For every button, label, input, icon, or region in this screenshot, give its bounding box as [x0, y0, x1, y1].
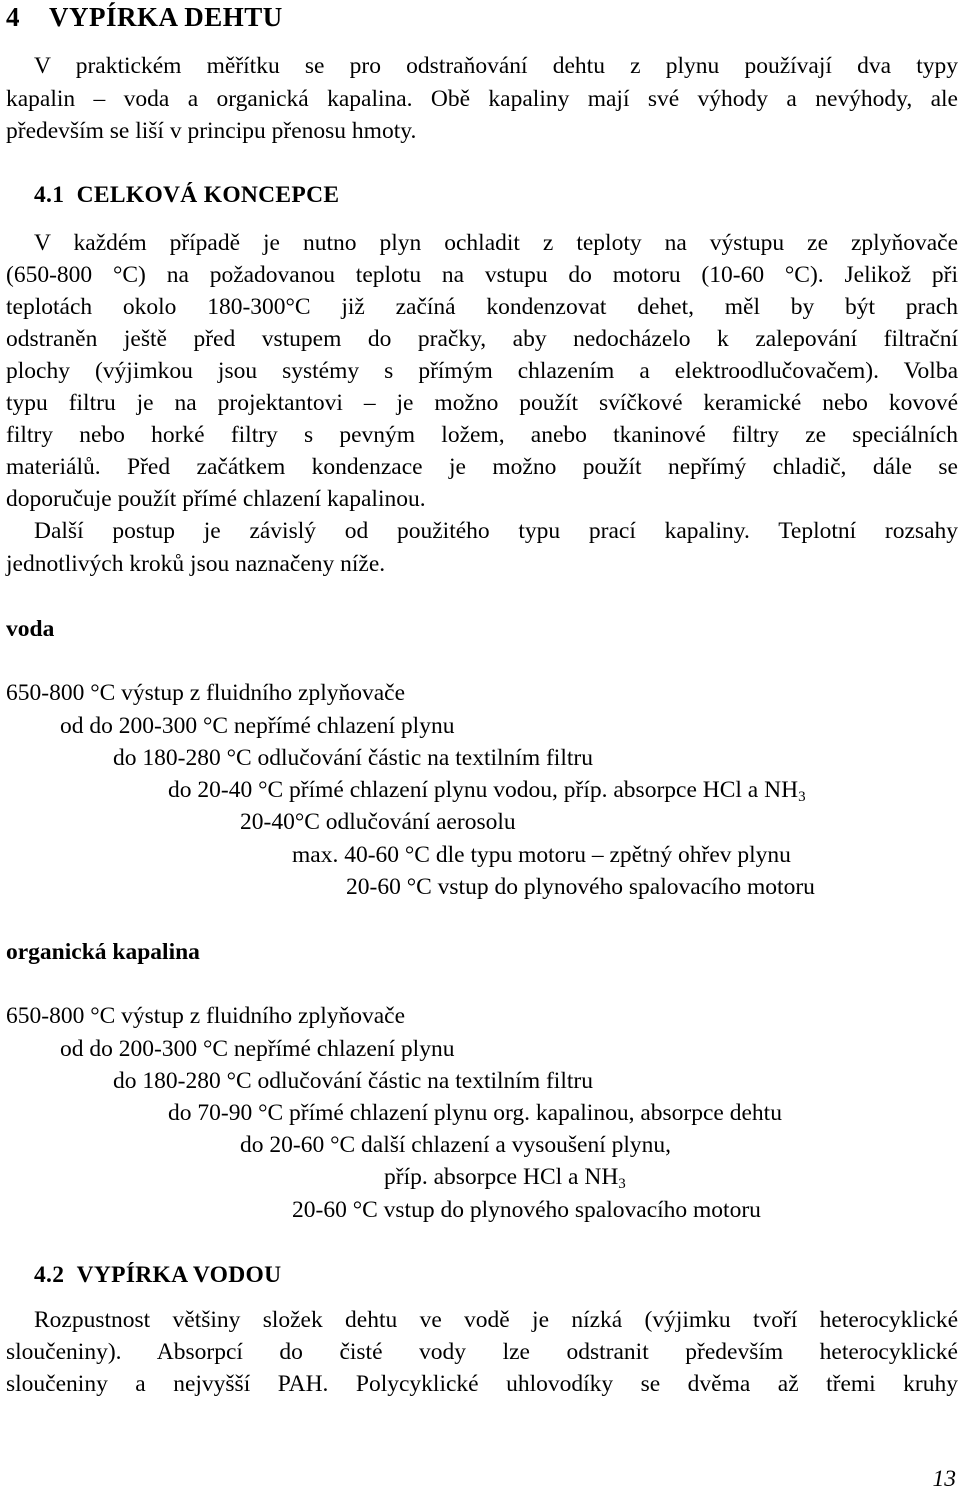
body-line: V každém případě je nutno plyn ochladit z teploty na výstupu ze zplyňovače: [34, 230, 958, 256]
organic-step: příp. absorpce HCl a $NH_3$: [384, 1164, 626, 1192]
body-line: teplotách okolo 180-300°C již začíná kondenzovat dehet, měl by být prach: [6, 294, 958, 320]
organic-step: do 180-280 °C odlučování částic na textilním filtru: [113, 1068, 593, 1094]
body-line: sloučeniny). Absorpcí do čisté vody lze odstranit především heterocyklické: [6, 1339, 958, 1365]
intro-line: V praktickém měřítku se pro odstraňování dehtu z plynu používají dva typy: [34, 53, 958, 79]
organic-step: 20-60 °C vstup do plynového spalovacího motoru: [292, 1197, 761, 1223]
water-step: do 20-40 °C přímé chlazení plynu vodou, příp. absorpce HCl a $NH_3$: [168, 777, 806, 805]
subsection-number: 4.2: [34, 1262, 65, 1288]
water-step: do 180-280 °C odlučování částic na textilním filtru: [113, 745, 593, 771]
subsection-heading: [34, 1260, 281, 1290]
body-line: plochy (výjimkou jsou systémy s přímým chlazením a elektroodlučovačem). Volba: [6, 358, 958, 384]
body-line: sloučeniny a nejvyšší PAH. Polycyklické uhlovodíky se dvěma až třemi kruhy: [6, 1371, 958, 1397]
section-heading: [6, 2, 283, 32]
page-number: 13: [932, 1466, 956, 1492]
water-step: 650-800 °C výstup z fluidního zplyňovače: [6, 680, 406, 706]
water-step: 20-40°C odlučování aerosolu: [240, 809, 516, 835]
intro-line: kapalin – voda a organická kapalina. Obě kapaliny mají své výhody a nevýhody, ale: [6, 86, 958, 112]
subsection-heading: [34, 180, 339, 210]
body-line: materiálů. Před začátkem kondenzace je možno použít nepřímý chladič, dále se: [6, 454, 958, 480]
body-line: filtry nebo horké filtry s pevným ložem, anebo tkaninové filtry ze speciálních: [6, 422, 958, 448]
organic-step: 650-800 °C výstup z fluidního zplyňovače: [6, 1003, 406, 1029]
body-line: Rozpustnost většiny složek dehtu ve vodě je nízká (výjimku tvoří heterocyklické: [34, 1307, 958, 1333]
body-line: Další postup je závislý od použitého typu prací kapaliny. Teplotní rozsahy: [34, 518, 958, 544]
intro-line: především se liší v principu přenosu hmoty.: [6, 118, 417, 144]
body-line: jednotlivých kroků jsou naznačeny níže.: [6, 551, 386, 577]
body-line: typu filtru je na projektantovi – je možno použít svíčkové keramické nebo kovové: [6, 390, 958, 416]
subsection-title: CELKOVÁ KONCEPCE: [76, 182, 340, 208]
subsection-title: VYPÍRKA VODOU: [76, 1262, 282, 1288]
subscript-3: 3: [618, 1176, 626, 1192]
water-step: 20-60 °C vstup do plynového spalovacího motoru: [346, 874, 815, 900]
subsection-number: 4.1: [34, 182, 65, 208]
organic-step: do 70-90 °C přímé chlazení plynu org. kapalinou, absorpce dehtu: [168, 1100, 782, 1126]
organic-step: do 20-60 °C další chlazení a vysoušení plynu,: [240, 1132, 672, 1158]
water-step: max. 40-60 °C dle typu motoru – zpětný ohřev plynu: [292, 842, 791, 868]
body-line: (650-800 °C) na požadovanou teplotu na vstupu do motoru (10-60 °C). Jelikož při: [6, 262, 958, 288]
body-line: doporučuje použít přímé chlazení kapalinou.: [6, 486, 426, 512]
water-step: od do 200-300 °C nepřímé chlazení plynu: [60, 713, 455, 739]
organic-step: od do 200-300 °C nepřímé chlazení plynu: [60, 1036, 455, 1062]
subscript-3: 3: [798, 789, 806, 805]
water-label: voda: [6, 616, 55, 642]
body-line: odstraněn ještě před vstupem do pračky, aby nedocházelo k zalepování filtrační: [6, 326, 958, 352]
section-number: 4: [6, 2, 20, 32]
section-title: VYPÍRKA DEHTU: [49, 2, 283, 32]
organic-label: organická kapalina: [6, 939, 200, 965]
